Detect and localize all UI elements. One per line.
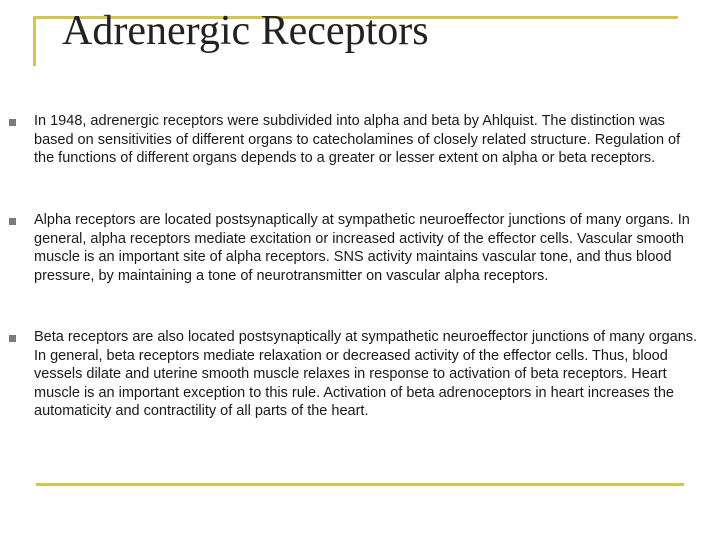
title-frame-left-rule xyxy=(33,16,36,66)
bullet-text: In 1948, adrenergic receptors were subdivided into alpha and beta by Ahlquist. The distinction was based on sensitivities of different organs to catecholamines of closely related structure. Regulation of the functions of different organs depends to a greater or lesser extent on alpha or beta receptors. xyxy=(34,113,681,166)
footer-rule xyxy=(36,483,684,486)
bullet-text: Beta receptors are also located postsynaptically at sympathetic neuroeffector junctions of many organs. In general, beta receptors mediate relaxation or decreased activity of the effector cells. Thus, blood vessels dilate and uterine smooth muscle relaxes in response to activation of beta receptors. Heart muscle is an important exception to this rule. Activation of beta adrenoceptors in heart increases the automaticity and contractility of all parts of the heart. xyxy=(34,329,698,419)
slide-title: Adrenergic Receptors xyxy=(62,8,429,54)
bullet-square-icon xyxy=(9,119,16,126)
bullet-square-icon xyxy=(9,218,16,225)
bullet-text: Alpha receptors are located postsynaptically at sympathetic neuroeffector junctions of many organs. In general, alpha receptors mediate excitation or increased activity of the effector cells. Vascular smooth muscle is an important site of alpha receptors. SNS activity maintains vascular tone, and thus blood pressure, by maintaining a tone of neurotransmitter on vascular alpha receptors. xyxy=(34,212,690,284)
bullet-square-icon xyxy=(9,335,16,342)
